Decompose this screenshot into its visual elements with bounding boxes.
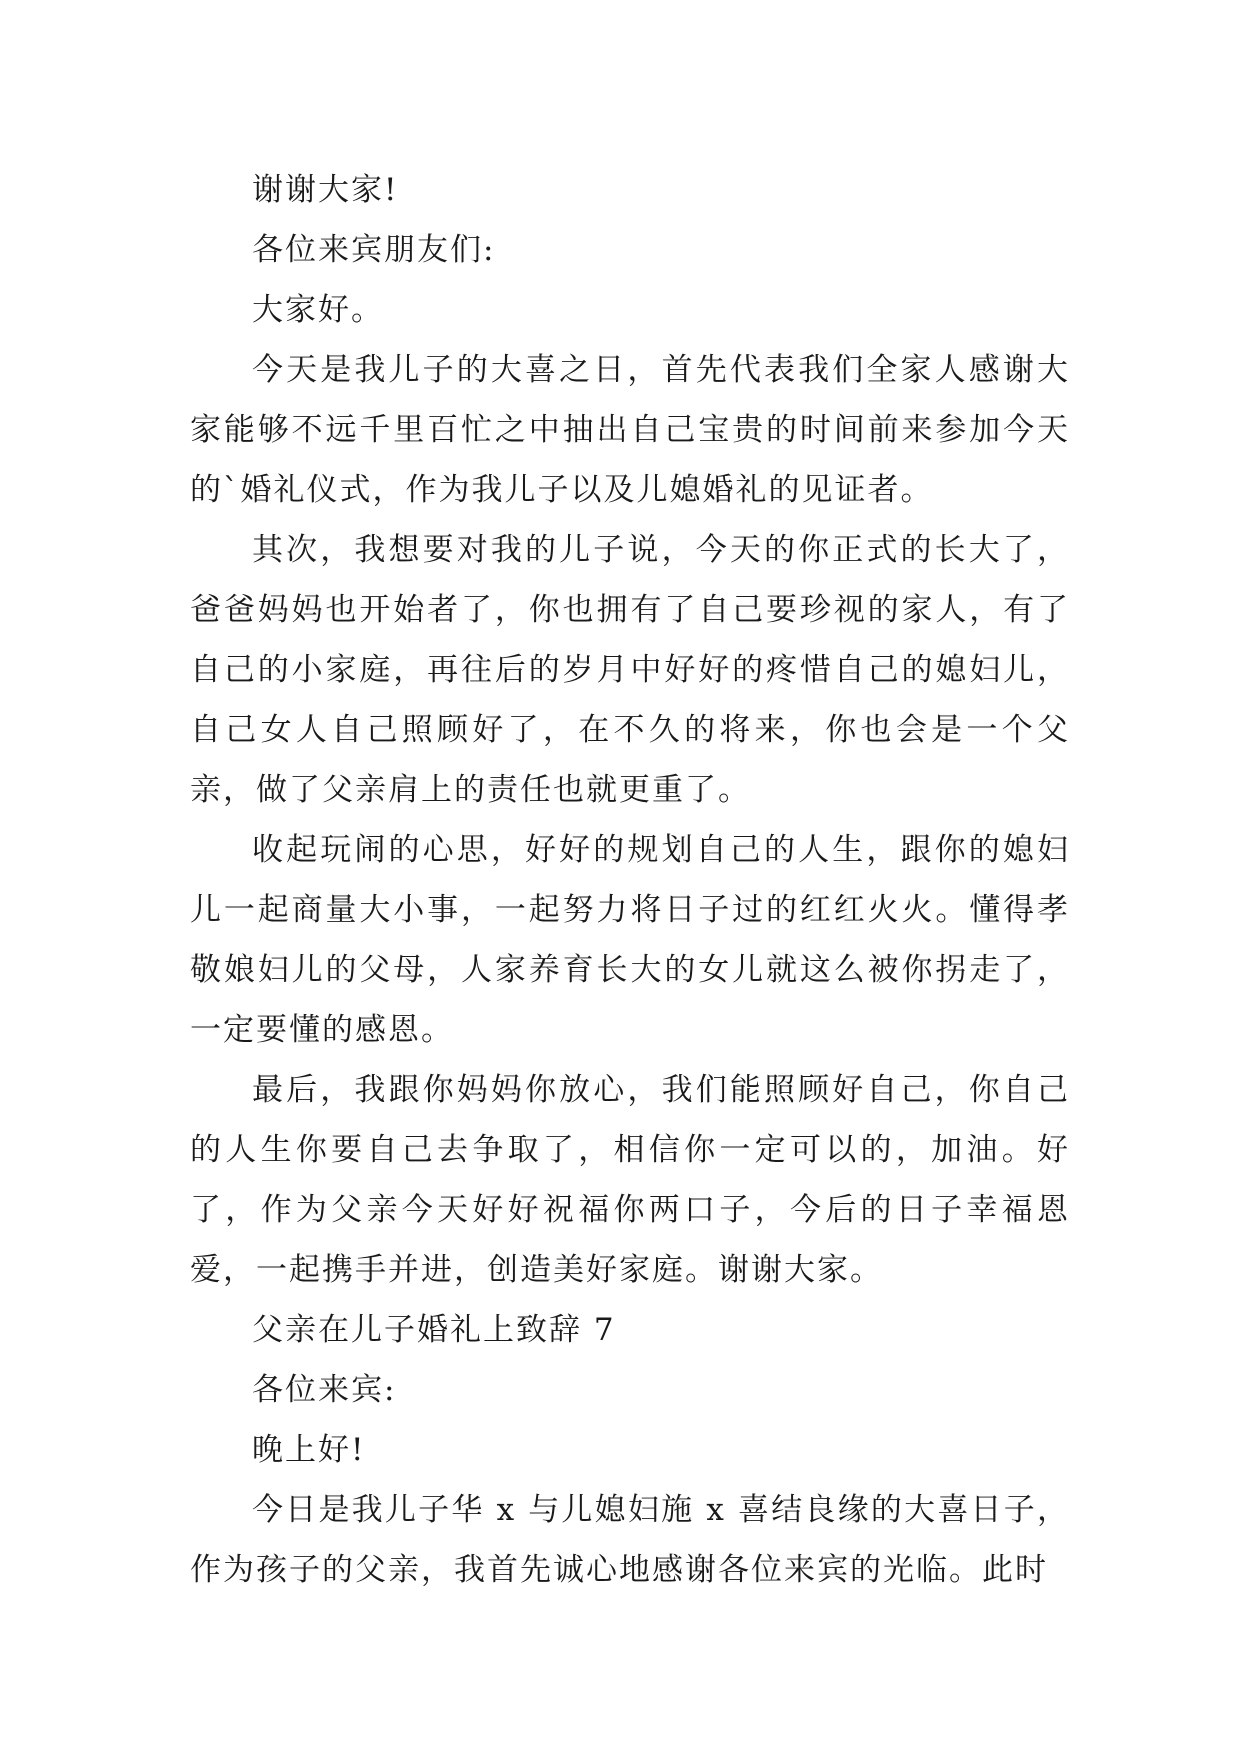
paragraph-thanks: 谢谢大家! bbox=[252, 172, 399, 208]
paragraph-closing: 最后，我跟你妈妈你放心，我们能照顾好自己，你自己的人生你要自己去争取了，相信你一定可以的，加油。好了，作为父亲今天好好祝福你两口子，今后的日子幸福恩爱，一起携手并进，创造美好家庭。谢谢大家。 bbox=[190, 1072, 1070, 1288]
section-heading: 父亲在儿子婚礼上致辞 7 bbox=[252, 1312, 616, 1348]
paragraph-good-evening: 晚上好! bbox=[252, 1432, 366, 1468]
paragraph-wedding-intro: 今日是我儿子华 x 与儿媳妇施 x 喜结良缘的大喜日子，作为孩子的父亲，我首先诚心地感谢各位来宾的光临。此时 bbox=[190, 1492, 1070, 1588]
paragraph-hello: 大家好。 bbox=[252, 292, 384, 328]
paragraph-greeting-guests-friends: 各位来宾朋友们: bbox=[252, 232, 496, 268]
document-body bbox=[190, 160, 1070, 1600]
paragraph-opening: 今天是我儿子的大喜之日，首先代表我们全家人感谢大家能够不远千里百忙之中抽出自己宝贵的时间前来参加今天的`婚礼仪式，作为我儿子以及儿媳婚礼的见证者。 bbox=[190, 352, 1070, 508]
paragraph-advice: 收起玩闹的心思，好好的规划自己的人生，跟你的媳妇儿一起商量大小事，一起努力将日子过的红红火火。懂得孝敬娘妇儿的父母，人家养育长大的女儿就这么被你拐走了，一定要懂的感恩。 bbox=[190, 832, 1070, 1048]
paragraph-greeting-guests: 各位来宾: bbox=[252, 1372, 397, 1408]
paragraph-to-son: 其次，我想要对我的儿子说，今天的你正式的长大了，爸爸妈妈也开始者了，你也拥有了自己要珍视的家人，有了自己的小家庭，再往后的岁月中好好的疼惜自己的媳妇儿，自己女人自己照顾好了，在不久的将来，你也会是一个父亲，做了父亲肩上的责任也就更重了。 bbox=[190, 532, 1070, 808]
